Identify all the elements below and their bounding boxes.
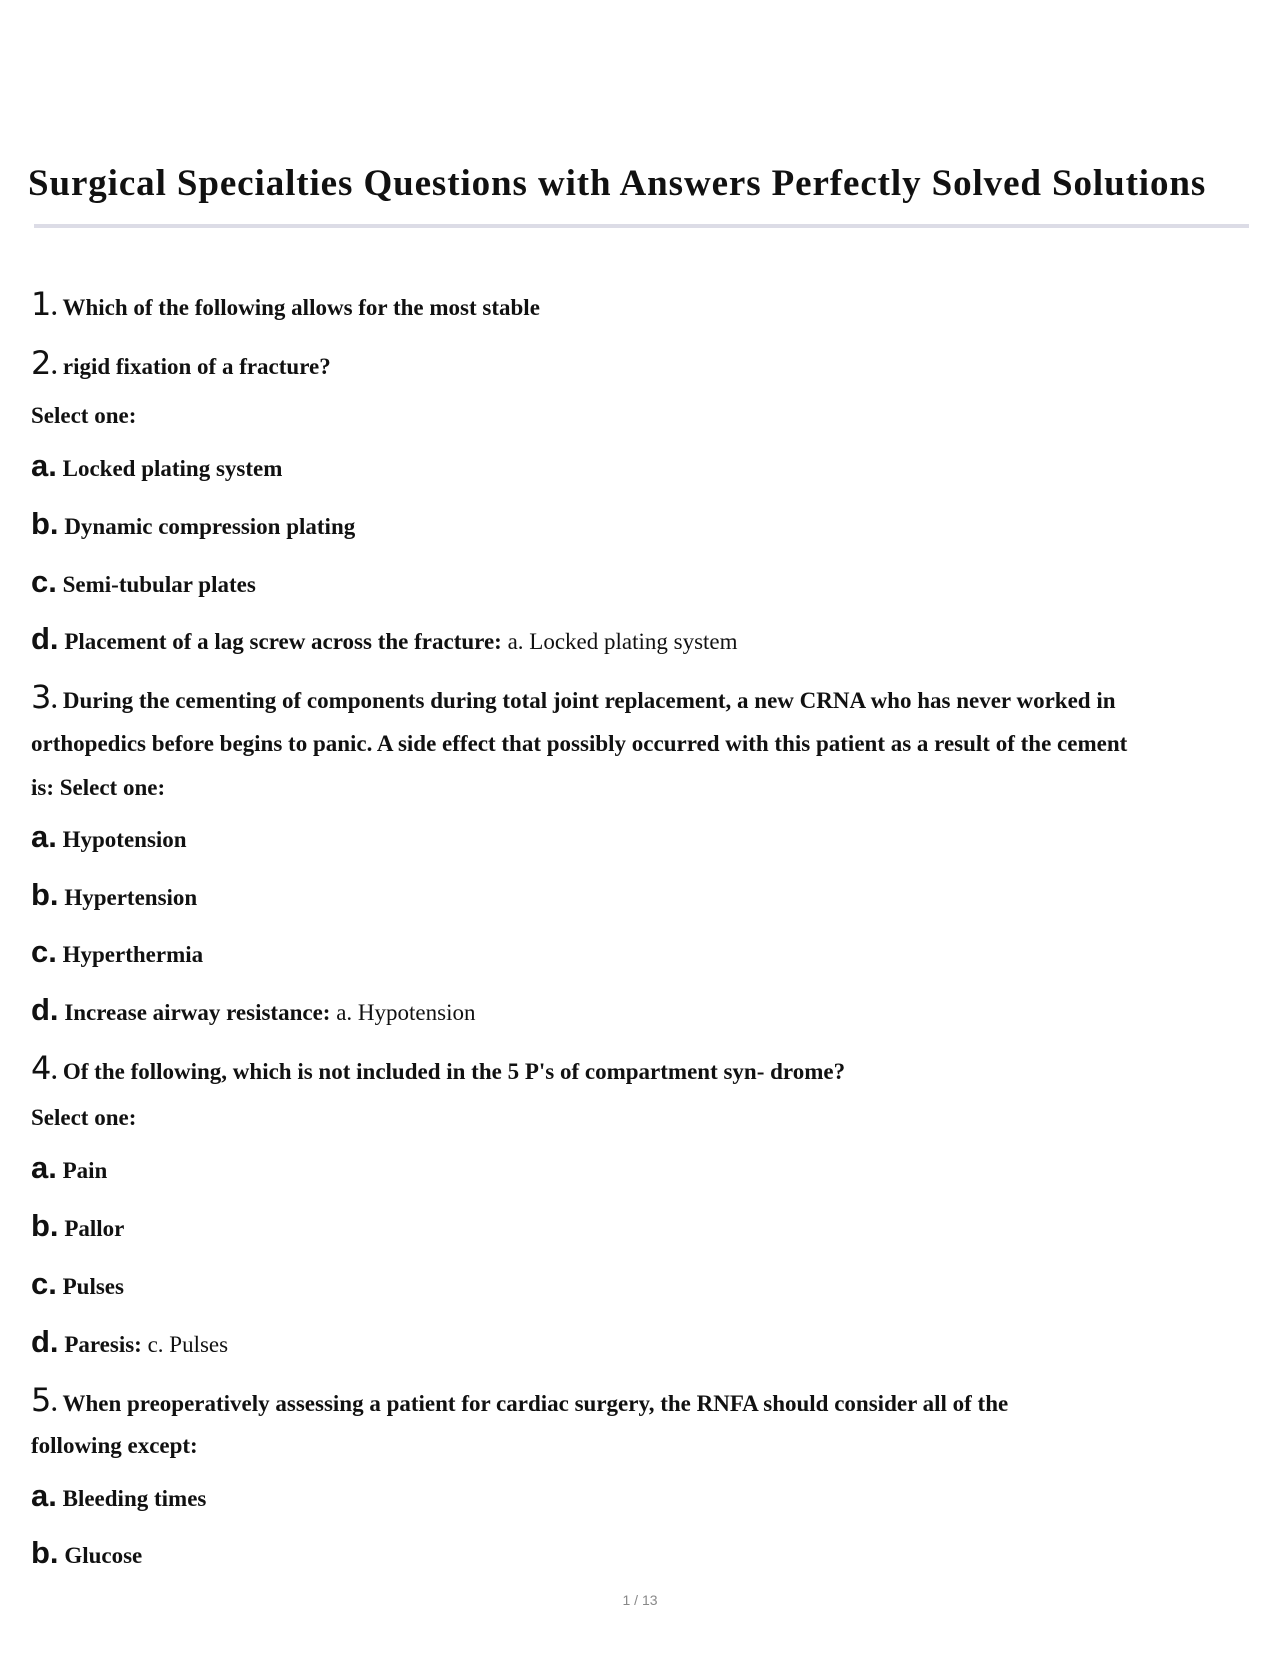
question-5-line-2: following except:: [31, 1433, 198, 1458]
option-b: b. Pallor: [31, 1208, 125, 1243]
select-one-label: Select one:: [31, 403, 137, 428]
title-divider: [34, 224, 1249, 228]
option-d: d. Increase airway resistance: a. Hypotension: [31, 992, 476, 1027]
question-text: rigid fixation of a fracture?: [62, 354, 331, 379]
question-text: Which of the following allows for the most stable: [62, 295, 540, 320]
question-3-line-2: orthopedics before begins to panic. A side effect that possibly occurred with this patient as a result of the cement: [31, 731, 1128, 756]
question-number: 2: [31, 344, 52, 382]
question-3-line-1: 3. During the cementing of components during total joint replacement, a new CRNA who has never worked in: [31, 678, 1116, 716]
question-5-line-1: 5. When preoperatively assessing a patient for cardiac surgery, the RNFA should consider all of the: [31, 1381, 1009, 1419]
question-text: When preoperatively assessing a patient for cardiac surgery, the RNFA should consider all of the: [62, 1391, 1009, 1416]
document-title: Surgical Specialties Questions with Answers Perfectly Solved Solutions: [28, 163, 1207, 204]
question-1-line-1: 1. Which of the following allows for the most stable: [31, 285, 540, 323]
option-b: b. Dynamic compression plating: [31, 506, 356, 541]
answer-text: c. Pulses: [147, 1332, 229, 1357]
question-2-line: 2. rigid fixation of a fracture?: [31, 344, 331, 382]
option-c: c. Hyperthermia: [31, 934, 204, 969]
question-number: 3: [31, 678, 52, 716]
select-one-label: Select one:: [31, 1105, 137, 1130]
option-a: a. Hypotension: [31, 819, 187, 854]
option-d: d. Placement of a lag screw across the fracture: a. Locked plating system: [31, 621, 738, 656]
question-3-line-3: is: Select one:: [31, 775, 166, 800]
option-a: a. Bleeding times: [31, 1478, 207, 1513]
option-d: d. Paresis: c. Pulses: [31, 1324, 229, 1359]
option-b: b. Hypertension: [31, 877, 198, 912]
question-number: 4: [31, 1049, 52, 1087]
question-number: 1: [31, 285, 52, 323]
option-c: c. Semi-tubular plates: [31, 564, 256, 599]
question-4-line-1: 4. Of the following, which is not included in the 5 P's of compartment syn- drome?: [31, 1049, 846, 1087]
option-a: a. Locked plating system: [31, 448, 283, 483]
answer-text: a. Hypotension: [336, 1000, 476, 1025]
page-indicator: 1 / 13: [622, 1592, 658, 1608]
question-number: 5: [31, 1381, 52, 1419]
option-c: c. Pulses: [31, 1266, 124, 1301]
question-text: During the cementing of components during total joint replacement, a new CRNA who has never worked in: [62, 688, 1116, 713]
option-a: a. Pain: [31, 1150, 108, 1185]
question-text: Of the following, which is not included in the 5 P's of compartment syn- drome?: [62, 1059, 846, 1084]
option-b: b. Glucose: [31, 1535, 143, 1570]
answer-text: a. Locked plating system: [507, 629, 738, 654]
